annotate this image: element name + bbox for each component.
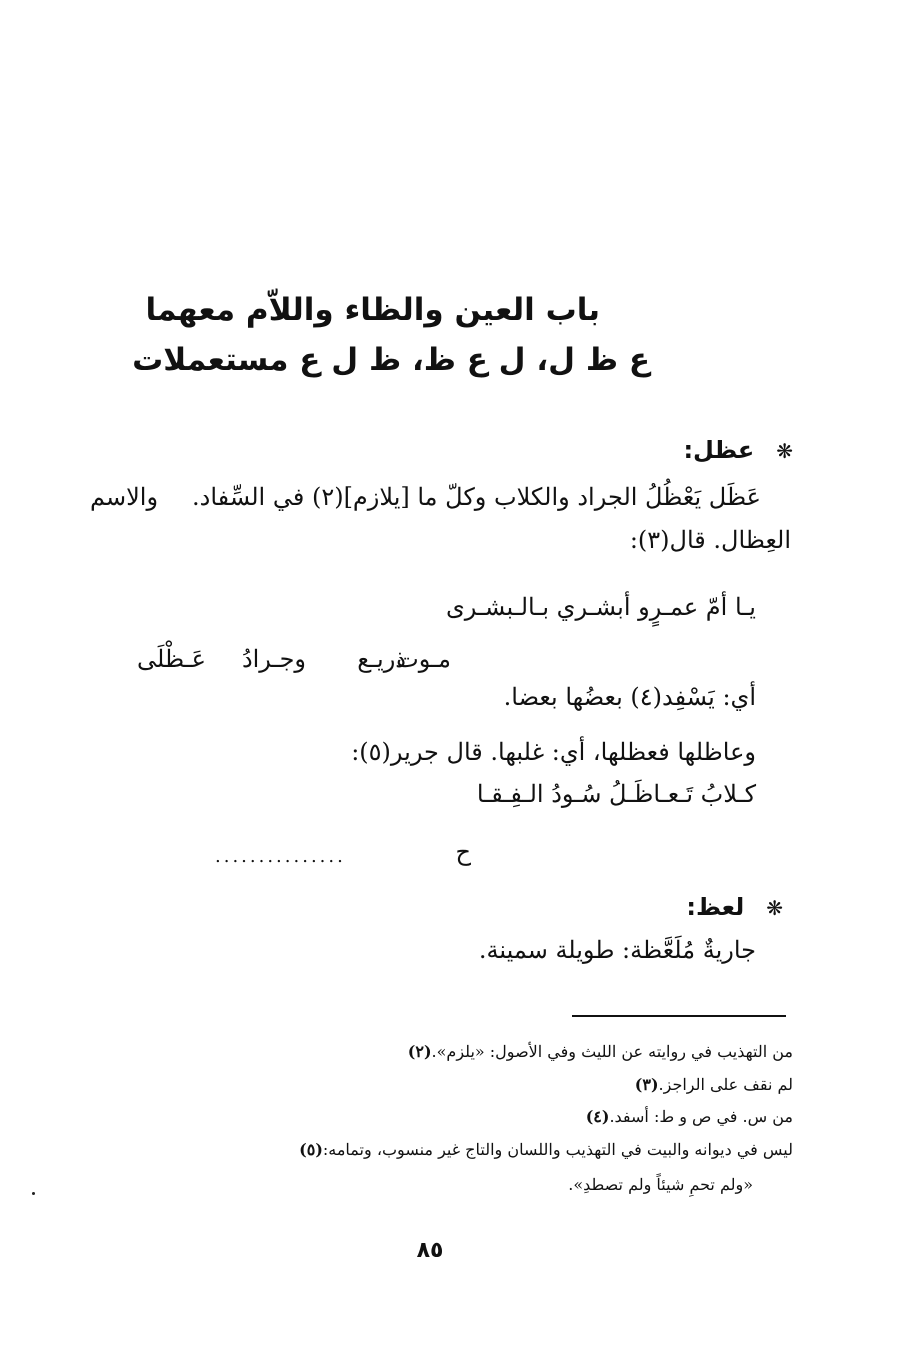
footnote-item — [569, 1107, 793, 1126]
footnote-number: (٥) — [299, 1140, 323, 1159]
body-line: جاريةٌ مُلَعَّظة: طويلة سمينة. — [478, 936, 756, 964]
asterisk-icon: ❋ — [766, 896, 783, 920]
footnote-item — [392, 1042, 793, 1061]
footnote-item — [283, 1140, 793, 1159]
body-line: أي: يَسْفِد(٤) بعضُها بعضا. — [503, 683, 756, 711]
body-line: العِظال. قال(٣): — [629, 526, 791, 554]
verse-word: مـوت — [396, 645, 451, 673]
footnote-text: ليس في ديوانه والبيت في التهذيب واللسان والتاج غير منسوب، وتمامه: — [322, 1140, 793, 1159]
footnote-number: (٤) — [585, 1107, 610, 1126]
ellipsis-dots: ............... — [215, 846, 346, 867]
footnote-text: من التهذيب في روايته عن الليث وفي الأصول: «يلزم». — [431, 1042, 793, 1061]
body-line: والاسم — [90, 483, 159, 511]
footnote-text: لم نقف على الراجز. — [658, 1075, 793, 1094]
entry-heading-laz — [686, 893, 783, 921]
scan-speck — [32, 1192, 35, 1195]
footnote-divider — [572, 1015, 786, 1017]
footnote-number: (٣) — [634, 1075, 659, 1094]
entry-heading-label: عظل: — [683, 436, 755, 464]
footnote-text: من س. في ص و ط: أسفد. — [609, 1107, 793, 1126]
body-line: وعاظلها فعظلها، أي: غلبها. قال جرير(٥): — [351, 738, 756, 766]
chapter-title: باب العين والظاء واللاّم معهما — [145, 292, 600, 328]
entry-heading-label: لعظ: — [686, 893, 745, 921]
verse-word: ذريـع — [357, 645, 406, 673]
chapter-subtitle: ع ظ ل، ل ع ظ، ظ ل ع مستعملات — [132, 342, 650, 378]
verse-word: عَـظْلَى — [137, 645, 206, 673]
page-number: ٨٥ — [416, 1238, 444, 1263]
asterisk-icon: ❋ — [776, 439, 793, 463]
verse-word: وجـرادُ — [241, 645, 306, 673]
footnote-item — [619, 1075, 793, 1094]
entry-heading-azl — [683, 436, 793, 464]
verse-line: ح — [455, 838, 471, 866]
footnote-number: (٢) — [407, 1042, 432, 1061]
verse-line: يـا أمّ عمـرٍو أبشـري بـالـبشـرى — [445, 593, 756, 621]
verse-line: كـلابُ تَـعـاظَـلُ سُـودُ الـفِـقـا — [476, 780, 756, 808]
body-line: عَظَل يَعْظُلُ الجراد والكلاب وكلّ ما [يلازم](٢) في السِّفاد. — [192, 483, 761, 511]
footnote-continuation: «ولم تحمِ شيئاً ولم تصطدِ». — [568, 1175, 753, 1194]
